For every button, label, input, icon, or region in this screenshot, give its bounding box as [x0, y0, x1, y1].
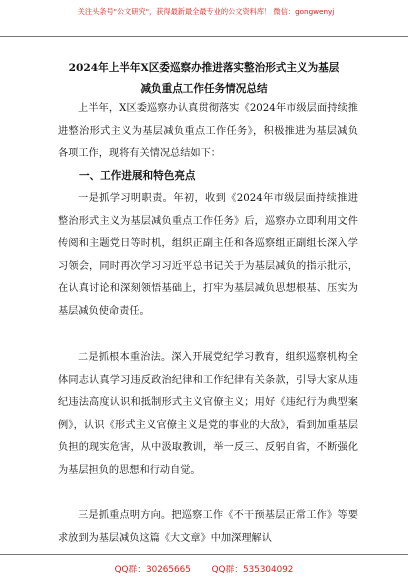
title-line-2: 减负重点工作任务情况总结: [140, 83, 268, 95]
header-banner: [0, 0, 408, 37]
title-line-1: 2024年上半年X区委巡察办推进落实整治形式主义为基层: [68, 62, 340, 74]
document-title: [40, 58, 368, 100]
intro-paragraph: 上半年，X区委巡察办认真贯彻落实《2024年市级层面持续推进整治形式主义为基层减负重点工作任务》，积极推进为基层减负各项工作，现将有关情况总结如下：: [58, 103, 358, 160]
paragraph-2: 二是抓根本重治法。深入开展党纪学习教育，组织巡察机构全体同志认真学习违反政治纪律和工作纪律有关条款，引导大家从违纪违法高度认识和抵制形式主义官僚主义；用好《违纪行为典型案例》，认识《形式主义官僚主义是党的事业的大敌》，看到加重基层负担的现实危害，从中汲取教训，举一反三、反躬自省，不断强化为基层担负的思想和行动自觉。: [58, 352, 358, 476]
section-heading-1: 一、工作进展和特色亮点: [79, 170, 196, 182]
footer-contact: [0, 562, 408, 575]
footer-qq-group-1: QQ群：30265665: [114, 565, 191, 575]
footer-bar: [0, 554, 408, 581]
paragraph-3: 三是抓重点明方向。把巡察工作《不干预基层正常工作》等要求放到为基层减负这篇《大文章》中加深理解认: [58, 510, 358, 544]
footer-qq-group-2: QQ群：535304092: [211, 565, 294, 575]
paragraph-1: 一是抓学习明职责。年初，收到《2024年市级层面持续推进整治形式主义为基层减负重点工作任务》后，巡察办立即利用文件传阅和主题党日等时机，组织正副主任和各巡察组正副组长深入学习领会，同时再次学习习近平总书记关于为基层减负的指示批示，在认真讨论和深刻领悟基础上，打牢为基层减负思想根基、压实为基层减负使命责任。: [58, 193, 358, 317]
header-promo-text: 关注头条号"公文研究"，获得最新最全最专业的公文资料库！ 微信：gongwenyj: [77, 7, 335, 16]
